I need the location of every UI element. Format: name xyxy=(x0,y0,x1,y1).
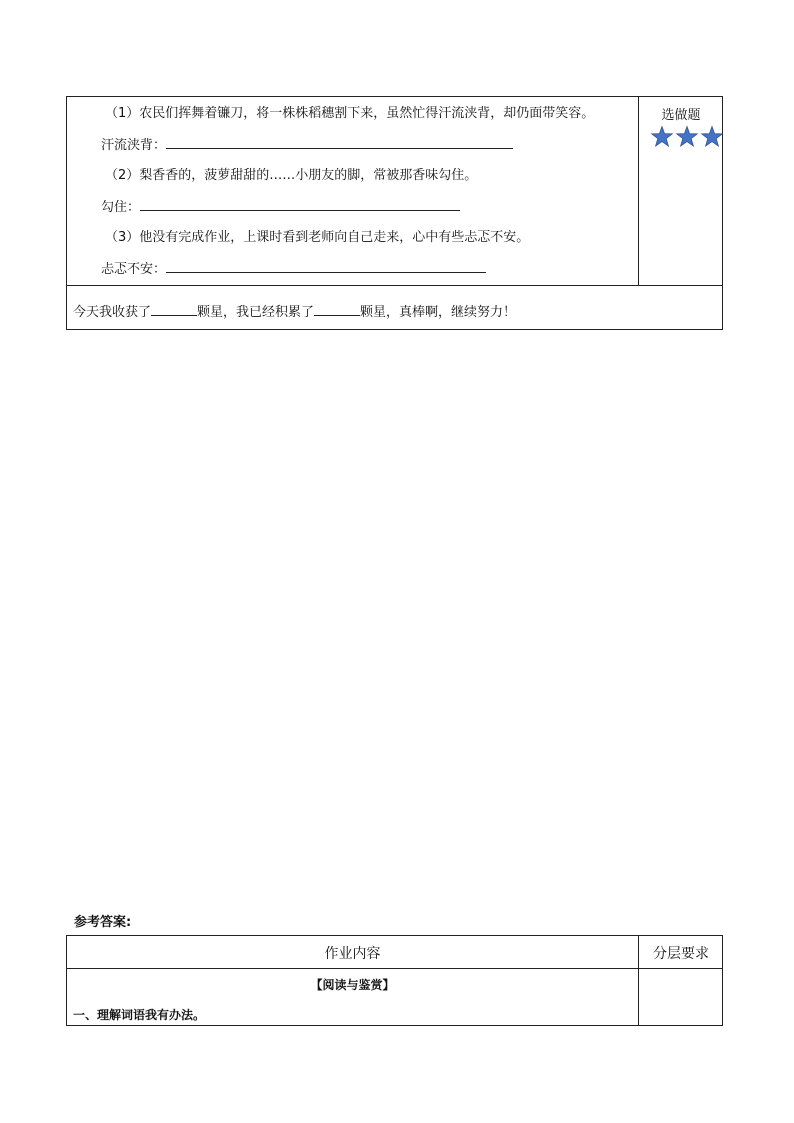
summary-text-3: 颗星，真棒啊，继续努力！ xyxy=(360,305,517,320)
earned-stars-blank[interactable] xyxy=(151,303,197,316)
star-summary xyxy=(73,301,516,320)
header-divider xyxy=(67,968,722,969)
star-rating xyxy=(650,125,724,149)
header-content: 作业内容 xyxy=(324,946,381,962)
term-line-2 xyxy=(101,198,460,217)
term-line-1 xyxy=(101,136,513,155)
answers-table xyxy=(66,935,723,1026)
summary-text-1: 今天我收获了 xyxy=(73,305,152,320)
term-label-1: 汗流浃背： xyxy=(101,138,167,153)
summary-text-2: 颗星，我已经积累了 xyxy=(197,305,315,320)
question-heading: 一、理解词语我有办法。 xyxy=(73,1008,206,1022)
sentence-2: （2）梨香香的，菠萝甜甜的……小朋友的脚，常被那香味勾住。 xyxy=(105,168,478,183)
column-divider xyxy=(638,97,639,285)
header-requirement: 分层要求 xyxy=(653,946,709,962)
star-icon xyxy=(675,125,699,149)
row-divider xyxy=(67,285,722,286)
section-heading: 【阅读与鉴赏】 xyxy=(310,978,395,992)
term-line-3 xyxy=(101,260,486,279)
term-label-3: 忐忑不安： xyxy=(101,262,167,277)
requirement-label: 选做题 xyxy=(661,108,701,123)
sentence-3: （3）他没有完成作业，上课时看到老师向自己走来，心中有些忐忑不安。 xyxy=(105,230,530,245)
sentence-1: （1）农民们挥舞着镰刀，将一株株稻穗割下来，虽然忙得汗流浃背，却仍面带笑容。 xyxy=(105,106,595,121)
star-icon xyxy=(650,125,674,149)
homework-table xyxy=(66,96,723,330)
answers-title: 参考答案: xyxy=(74,915,132,930)
term-label-2: 勾住： xyxy=(101,200,141,215)
star-icon xyxy=(700,125,724,149)
answer-blank-1[interactable] xyxy=(166,136,513,149)
answer-blank-2[interactable] xyxy=(140,198,460,211)
answer-blank-3[interactable] xyxy=(166,260,486,273)
total-stars-blank[interactable] xyxy=(314,303,360,316)
